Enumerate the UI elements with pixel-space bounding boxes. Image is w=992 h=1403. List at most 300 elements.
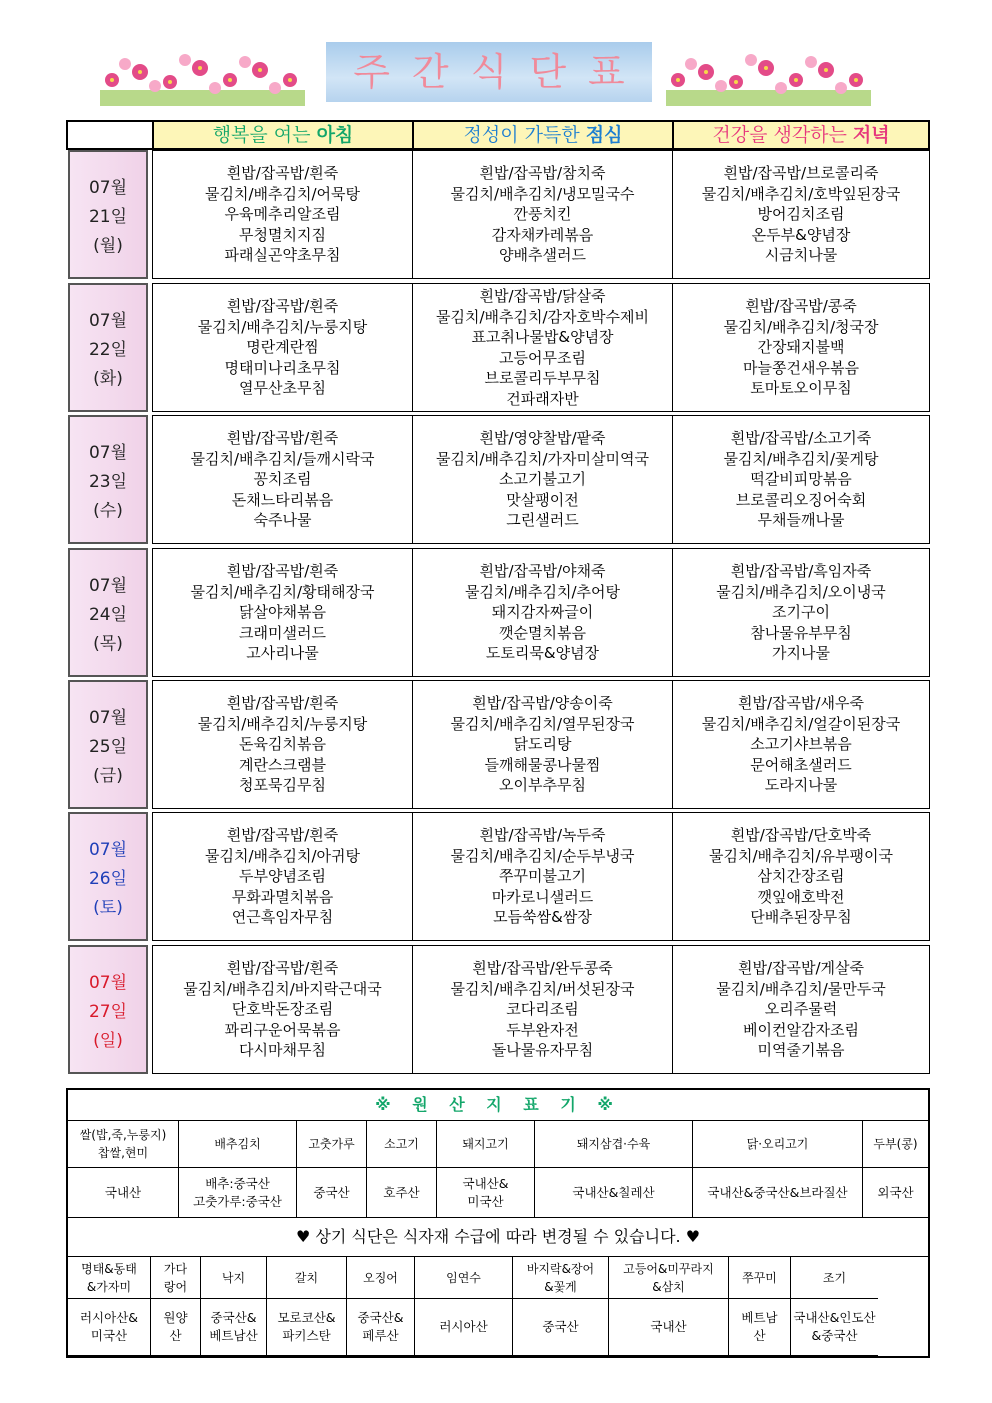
day-row xyxy=(66,415,930,544)
day-row xyxy=(66,548,930,677)
menu-item: 무화과멸치볶음 xyxy=(231,887,334,906)
origin-line: 배추김치 xyxy=(214,1137,261,1151)
day-row xyxy=(66,680,930,809)
menu-item: 돼지감자짜글이 xyxy=(491,603,594,622)
dinner-header-prefix: 건강을 생각하는 xyxy=(712,124,853,146)
menu-item: 흰밥/잡곡밥/브로콜리죽 xyxy=(723,164,879,183)
date-month: 07월 xyxy=(88,840,128,860)
origin-value xyxy=(729,1299,791,1356)
menu-item: 오이부추무침 xyxy=(499,776,586,795)
origin-value xyxy=(863,1168,928,1218)
origin-value xyxy=(367,1168,437,1218)
header-corner xyxy=(68,122,154,148)
menu-item: 무청멸치지짐 xyxy=(239,225,326,244)
origin-text xyxy=(383,1184,419,1202)
date-month: 07월 xyxy=(88,973,128,993)
menu-item: 흰밥/잡곡밥/참치죽 xyxy=(479,164,606,183)
origin-item xyxy=(347,1257,415,1299)
menu-item: 꽈리구운어묵볶음 xyxy=(224,1020,341,1039)
origin-text xyxy=(742,1269,777,1287)
flower-decoration-right-icon xyxy=(666,50,871,106)
origin-text xyxy=(823,1269,846,1287)
dinner-cell xyxy=(672,548,930,677)
menu-item: 흰밥/잡곡밥/녹두죽 xyxy=(479,826,606,845)
day-row xyxy=(66,283,930,412)
menu-change-notice: ♥ 상기 식단은 식자재 수급에 따라 변경될 수 있습니다. ♥ xyxy=(68,1218,928,1257)
origin-item xyxy=(68,1121,179,1168)
menu-item: 모듬쑥쌈&쌈장 xyxy=(493,908,592,927)
menu-item: 깐풍치킨 xyxy=(513,205,572,224)
menu-item: 흰밥/잡곡밥/소고기죽 xyxy=(730,429,872,448)
lunch-cell xyxy=(412,812,673,941)
date-month: 07월 xyxy=(88,443,128,463)
breakfast-cell xyxy=(152,415,413,544)
menu-item: 흰밥/잡곡밥/흰죽 xyxy=(226,164,339,183)
page-title-box xyxy=(326,42,652,102)
menu-item: 브로콜리두부무침 xyxy=(484,369,601,387)
origin-line: 고춧가루 xyxy=(308,1137,355,1151)
menu-item: 다시마채무침 xyxy=(239,1041,326,1060)
menu-item: 흰밥/잡곡밥/야채죽 xyxy=(479,562,606,581)
origin-value xyxy=(297,1168,367,1218)
breakfast-cell xyxy=(152,680,413,809)
date-cell xyxy=(68,945,148,1074)
date-day: 23일 xyxy=(88,472,128,492)
day-row xyxy=(66,812,930,941)
origin-value xyxy=(609,1299,729,1356)
menu-item: 물김치/배추김치/가자미살미역국 xyxy=(436,449,649,468)
menu-item: 파래실곤약초무침 xyxy=(224,246,341,265)
menu-item: 토마토오이무침 xyxy=(750,379,852,398)
origin-text xyxy=(793,1309,875,1345)
origin-item xyxy=(693,1121,863,1168)
menu-item: 흰밥/잡곡밥/새우죽 xyxy=(737,694,865,713)
menu-item: 들깨해물콩나물찜 xyxy=(484,755,601,774)
origin-line: 배추:중국산 xyxy=(205,1175,270,1191)
origin-line: 닭·오리고기 xyxy=(746,1137,809,1151)
origin-row2-items xyxy=(68,1257,928,1299)
origin-value xyxy=(437,1168,535,1218)
menu-item: 물김치/배추김치/어묵탕 xyxy=(204,184,360,203)
origin-item xyxy=(513,1257,609,1299)
date-cell xyxy=(68,548,148,677)
menu-item: 물김치/배추김치/청국장 xyxy=(723,317,879,336)
lunch-cell xyxy=(412,548,673,677)
menu-item: 흰밥/잡곡밥/양송이죽 xyxy=(472,694,613,713)
origin-line: 갈치 xyxy=(294,1270,319,1285)
date-weekday: (월) xyxy=(93,236,123,256)
menu-item: 물김치/배추김치/열무된장국 xyxy=(450,714,635,733)
menu-item: 브로콜리오징어숙회 xyxy=(735,490,867,509)
menu-item: 청포묵김무침 xyxy=(239,776,326,795)
lunch-cell xyxy=(412,680,673,809)
origin-text xyxy=(222,1269,245,1287)
origin-text xyxy=(463,1175,509,1211)
dinner-header-emph: 저녁 xyxy=(852,124,890,146)
origin-value xyxy=(68,1299,151,1356)
menu-item: 표고취나물밥&양념장 xyxy=(471,328,614,346)
origin-text xyxy=(163,1309,187,1345)
menu-item: 단배추된장무침 xyxy=(750,908,852,927)
date-cell xyxy=(68,283,148,412)
origin-text xyxy=(209,1309,257,1345)
menu-item: 그린샐러드 xyxy=(506,511,579,530)
origin-value xyxy=(179,1168,297,1218)
origin-line: 국내산&칠레산 xyxy=(572,1184,655,1200)
breakfast-cell xyxy=(152,150,413,279)
dinner-cell xyxy=(672,283,930,412)
origin-value xyxy=(791,1299,878,1356)
menu-item: 건파래자반 xyxy=(506,389,579,408)
menu-item: 흰밥/잡곡밥/흰죽 xyxy=(226,297,339,316)
origin-value xyxy=(513,1299,609,1356)
origin-text xyxy=(741,1309,777,1345)
origin-line: 고등어&미꾸라지 xyxy=(623,1261,714,1276)
origin-item xyxy=(437,1121,535,1168)
lunch-cell xyxy=(412,283,673,412)
day-row xyxy=(66,150,930,279)
weekly-menu-table xyxy=(66,120,930,1077)
menu-item: 물김치/배추김치/황태해장국 xyxy=(190,582,375,601)
origin-line: 러시아산& xyxy=(79,1310,139,1325)
origin-row1-items xyxy=(68,1121,928,1168)
menu-item: 문어해초샐러드 xyxy=(750,755,852,774)
origin-line: 국내산 xyxy=(650,1319,687,1334)
origin-line: &꽃게 xyxy=(544,1279,577,1294)
menu-item: 깻순멸치볶음 xyxy=(499,623,586,642)
origin-text xyxy=(358,1309,404,1345)
origin-line: 가다 xyxy=(163,1261,188,1276)
origin-item xyxy=(791,1257,878,1299)
origin-line: 국내산&중국산&브라질산 xyxy=(707,1184,848,1200)
origin-line: 쭈꾸미 xyxy=(742,1270,777,1285)
date-weekday: (화) xyxy=(93,369,123,389)
origin-text xyxy=(623,1260,714,1296)
menu-item: 쭈꾸미불고기 xyxy=(499,867,586,886)
menu-item: 꽁치조림 xyxy=(253,470,312,489)
date-month: 07월 xyxy=(88,311,128,331)
breakfast-header-prefix: 행복을 여는 xyxy=(212,124,317,146)
menu-item: 마늘쫑건새우볶음 xyxy=(743,358,859,377)
date-day: 22일 xyxy=(88,340,128,360)
menu-item: 흰밥/잡곡밥/흰죽 xyxy=(226,694,339,713)
breakfast-header-emph: 아침 xyxy=(316,124,354,146)
origin-text xyxy=(164,1260,187,1296)
origin-value xyxy=(267,1299,347,1356)
date-day: 26일 xyxy=(88,869,128,889)
origin-value xyxy=(347,1299,415,1356)
menu-item: 두부완자전 xyxy=(506,1020,579,1039)
origin-text xyxy=(462,1135,508,1153)
date-cell xyxy=(68,680,148,809)
origin-line: 모로코산& xyxy=(277,1310,336,1325)
page-title: 주간식단표 xyxy=(353,50,647,94)
date-day: 21일 xyxy=(88,207,128,227)
menu-item: 명란계란찜 xyxy=(246,338,319,357)
origin-text xyxy=(572,1184,654,1202)
origin-row2-values xyxy=(68,1299,928,1356)
menu-item: 물김치/배추김치/순두부냉국 xyxy=(450,846,635,865)
menu-item: 가지나물 xyxy=(772,644,830,663)
origin-text xyxy=(295,1269,318,1287)
origin-line: 명태&동태 xyxy=(81,1261,137,1276)
origin-title: ※ 원 산 지 표 기 ※ xyxy=(68,1090,928,1121)
origin-text xyxy=(80,1126,167,1162)
menu-item: 두부양념조림 xyxy=(239,867,326,886)
date-weekday: (금) xyxy=(93,766,123,786)
origin-line: 두부(콩) xyxy=(873,1137,918,1151)
date-day: 25일 xyxy=(88,737,128,757)
menu-item: 참나물유부무침 xyxy=(750,623,852,642)
origin-text xyxy=(650,1318,686,1336)
date-cell xyxy=(68,150,148,279)
menu-item: 흰밥/잡곡밥/완두콩죽 xyxy=(472,959,613,978)
menu-item: 물김치/배추김치/꽃게탕 xyxy=(723,449,879,468)
menu-item: 흰밥/잡곡밥/흰죽 xyxy=(226,959,339,978)
menu-item: 물김치/배추김치/물만두국 xyxy=(716,979,886,998)
origin-value xyxy=(201,1299,267,1356)
menu-item: 명태미나리초무침 xyxy=(224,358,341,377)
menu-item: 돌나물유자무침 xyxy=(491,1041,594,1060)
lunch-cell xyxy=(412,150,673,279)
origin-item xyxy=(179,1121,297,1168)
origin-line: 중국산& xyxy=(210,1310,257,1325)
origin-line: 돼지고기 xyxy=(462,1137,509,1151)
breakfast-cell xyxy=(152,812,413,941)
date-weekday: (토) xyxy=(93,898,123,918)
origin-line: 베트남산 xyxy=(209,1328,258,1343)
origin-item xyxy=(609,1257,729,1299)
origin-text xyxy=(384,1135,419,1153)
origin-text xyxy=(81,1260,137,1296)
dinner-cell xyxy=(672,150,930,279)
menu-item: 닭살야채볶음 xyxy=(239,603,326,622)
menu-item: 떡갈비피망볶음 xyxy=(750,470,852,489)
origin-text xyxy=(277,1309,335,1345)
date-cell xyxy=(68,415,148,544)
menu-item: 돈채느타리볶음 xyxy=(231,490,334,509)
menu-item: 방어김치조림 xyxy=(757,205,845,224)
origin-line: 중국산 xyxy=(542,1319,579,1334)
origin-line: 국내산& xyxy=(462,1175,509,1191)
menu-item: 조기구이 xyxy=(772,603,830,622)
lunch-header-emph: 점심 xyxy=(585,124,623,146)
origin-item xyxy=(297,1121,367,1168)
menu-item: 무채들깨나물 xyxy=(757,511,845,530)
menu-item: 숙주나물 xyxy=(253,511,312,530)
menu-item: 물김치/배추김치/들깨시락국 xyxy=(190,449,375,468)
breakfast-header xyxy=(154,122,414,148)
menu-item: 온두부&양념장 xyxy=(751,225,851,244)
menu-item: 삼치간장조림 xyxy=(757,867,845,886)
menu-item: 미역줄기볶음 xyxy=(757,1041,845,1060)
origin-line: 중국산 xyxy=(313,1184,350,1200)
origin-item xyxy=(535,1121,693,1168)
menu-item: 흰밥/잡곡밥/흰죽 xyxy=(226,562,339,581)
menu-item: 흰밥/잡곡밥/콩죽 xyxy=(745,297,857,316)
origin-text xyxy=(707,1184,847,1202)
menu-item: 우육메추리알조림 xyxy=(224,205,341,224)
menu-item: 코다리조림 xyxy=(506,1000,579,1019)
origin-line: 페루산 xyxy=(362,1328,399,1343)
origin-text xyxy=(105,1184,141,1202)
dinner-header xyxy=(674,122,928,148)
breakfast-cell xyxy=(152,283,413,412)
origin-line: 미국산 xyxy=(90,1328,128,1343)
origin-label-section xyxy=(66,1088,930,1358)
date-weekday: (일) xyxy=(93,1031,123,1051)
origin-row1-values xyxy=(68,1168,928,1218)
menu-item: 물김치/배추김치/아귀탕 xyxy=(204,846,360,865)
menu-item: 감자채카레볶음 xyxy=(491,225,594,244)
origin-item xyxy=(367,1121,437,1168)
menu-item: 소고기샤브볶음 xyxy=(750,735,852,754)
date-month: 07월 xyxy=(88,708,128,728)
dinner-cell xyxy=(672,812,930,941)
origin-line: 미국산 xyxy=(467,1193,504,1209)
menu-item: 흰밥/잡곡밥/게살죽 xyxy=(737,959,865,978)
origin-text xyxy=(446,1269,481,1287)
origin-text xyxy=(308,1135,354,1153)
menu-item: 시금치나물 xyxy=(764,246,838,265)
lunch-cell xyxy=(412,415,673,544)
menu-item: 크래미샐러드 xyxy=(239,623,326,642)
menu-item: 연근흑임자무침 xyxy=(231,908,334,927)
origin-text xyxy=(873,1135,917,1153)
origin-text xyxy=(542,1318,578,1336)
origin-line: 호주산 xyxy=(383,1184,420,1200)
date-day: 27일 xyxy=(88,1002,128,1022)
menu-item: 소고기불고기 xyxy=(499,470,586,489)
menu-item: 계란스크램블 xyxy=(239,755,326,774)
origin-text xyxy=(193,1175,282,1211)
origin-value xyxy=(535,1168,693,1218)
dinner-cell xyxy=(672,415,930,544)
menu-item: 흰밥/영양찰밥/팥죽 xyxy=(479,429,606,448)
menu-item: 물김치/배추김치/얼갈이된장국 xyxy=(701,714,901,733)
origin-line: 중국산& xyxy=(357,1310,404,1325)
menu-item: 물김치/배추김치/누룽지탕 xyxy=(197,317,368,336)
origin-item xyxy=(68,1257,151,1299)
menu-item: 도라지나물 xyxy=(764,776,838,795)
menu-item: 오리주물럭 xyxy=(764,1000,838,1019)
origin-line: 오징어 xyxy=(363,1270,398,1285)
origin-text xyxy=(363,1269,398,1287)
origin-line: 쌀(밥,죽,누룽지) xyxy=(79,1128,167,1142)
dinner-cell xyxy=(672,945,930,1074)
origin-line: 고춧가루:중국산 xyxy=(193,1193,282,1209)
origin-line: &삼치 xyxy=(652,1279,685,1294)
menu-item: 닭도리탕 xyxy=(513,735,572,754)
lunch-header xyxy=(414,122,674,148)
origin-line: 산 xyxy=(169,1328,182,1343)
menu-item: 마카로니샐러드 xyxy=(491,887,594,906)
menu-item: 돈육김치볶음 xyxy=(239,735,326,754)
menu-item: 물김치/배추김치/버섯된장국 xyxy=(450,979,635,998)
day-row xyxy=(66,945,930,1074)
origin-item xyxy=(201,1257,267,1299)
origin-value xyxy=(151,1299,201,1356)
menu-item: 물김치/배추김치/바지락근대국 xyxy=(183,979,382,998)
origin-line: 산 xyxy=(753,1328,766,1343)
menu-item: 물김치/배추김치/냉모밀국수 xyxy=(450,184,635,203)
origin-text xyxy=(747,1135,809,1153)
origin-text xyxy=(80,1309,138,1345)
origin-value xyxy=(415,1299,513,1356)
origin-line: &가자미 xyxy=(86,1279,132,1294)
breakfast-cell xyxy=(152,548,413,677)
origin-line: 외국산 xyxy=(877,1184,914,1200)
origin-line: 찹쌀,현미 xyxy=(97,1146,149,1160)
menu-item: 흰밥/잡곡밥/흰죽 xyxy=(226,429,339,448)
origin-text xyxy=(439,1318,487,1336)
origin-item xyxy=(415,1257,513,1299)
menu-item: 물김치/배추김치/오이냉국 xyxy=(716,582,886,601)
origin-line: 소고기 xyxy=(384,1137,419,1151)
origin-line: 랑어 xyxy=(163,1279,188,1294)
date-day: 24일 xyxy=(88,605,128,625)
origin-line: 국내산 xyxy=(104,1184,142,1200)
menu-item: 도토리묵&양념장 xyxy=(485,644,600,663)
menu-item: 흰밥/잡곡밥/단호박죽 xyxy=(730,826,872,845)
menu-item: 맛살팽이전 xyxy=(506,490,579,509)
origin-line: 바지락&장어 xyxy=(526,1261,595,1276)
date-weekday: (수) xyxy=(93,501,123,521)
origin-item xyxy=(729,1257,791,1299)
menu-item: 베이컨알감자조림 xyxy=(743,1020,859,1039)
menu-item: 열무산초무침 xyxy=(239,379,326,398)
menu-item: 흰밥/잡곡밥/닭살죽 xyxy=(479,287,606,305)
origin-line: 베트남 xyxy=(741,1310,778,1325)
date-weekday: (목) xyxy=(93,634,123,654)
menu-item: 고사리나물 xyxy=(246,644,319,663)
origin-line: 임연수 xyxy=(446,1270,481,1285)
menu-item: 물김치/배추김치/추어탕 xyxy=(464,582,620,601)
menu-item: 물김치/배추김치/유부팽이국 xyxy=(709,846,893,865)
menu-item: 물김치/배추김치/누룽지탕 xyxy=(197,714,368,733)
menu-item: 양배추샐러드 xyxy=(499,246,586,265)
origin-line: 국내산&인도산 xyxy=(793,1310,876,1325)
origin-item xyxy=(151,1257,201,1299)
menu-item: 간장돼지불백 xyxy=(757,338,845,357)
menu-item: 단호박돈장조림 xyxy=(231,1000,334,1019)
origin-text xyxy=(527,1260,594,1296)
lunch-header-prefix: 정성이 가득한 xyxy=(463,124,586,146)
menu-header-row xyxy=(66,120,930,150)
menu-item: 흰밥/잡곡밥/흰죽 xyxy=(226,826,339,845)
date-month: 07월 xyxy=(88,576,128,596)
menu-item: 흰밥/잡곡밥/흑임자죽 xyxy=(730,562,872,581)
lunch-cell xyxy=(412,945,673,1074)
dinner-cell xyxy=(672,680,930,809)
date-cell xyxy=(68,812,148,941)
breakfast-cell xyxy=(152,945,413,1074)
origin-line: 러시아산 xyxy=(439,1319,488,1334)
page-header xyxy=(0,38,992,108)
origin-item xyxy=(267,1257,347,1299)
origin-line: 파키스탄 xyxy=(282,1328,331,1343)
date-month: 07월 xyxy=(88,178,128,198)
origin-text xyxy=(214,1135,260,1153)
menu-item: 깻잎애호박전 xyxy=(757,887,845,906)
menu-item: 물김치/배추김치/감자호박수제비 xyxy=(436,307,649,326)
menu-item: 고등어무조림 xyxy=(499,348,586,367)
origin-line: 낙지 xyxy=(221,1270,246,1285)
flower-decoration-left-icon xyxy=(100,50,305,106)
origin-item xyxy=(863,1121,928,1168)
origin-value xyxy=(68,1168,179,1218)
origin-line: &중국산 xyxy=(811,1328,858,1343)
